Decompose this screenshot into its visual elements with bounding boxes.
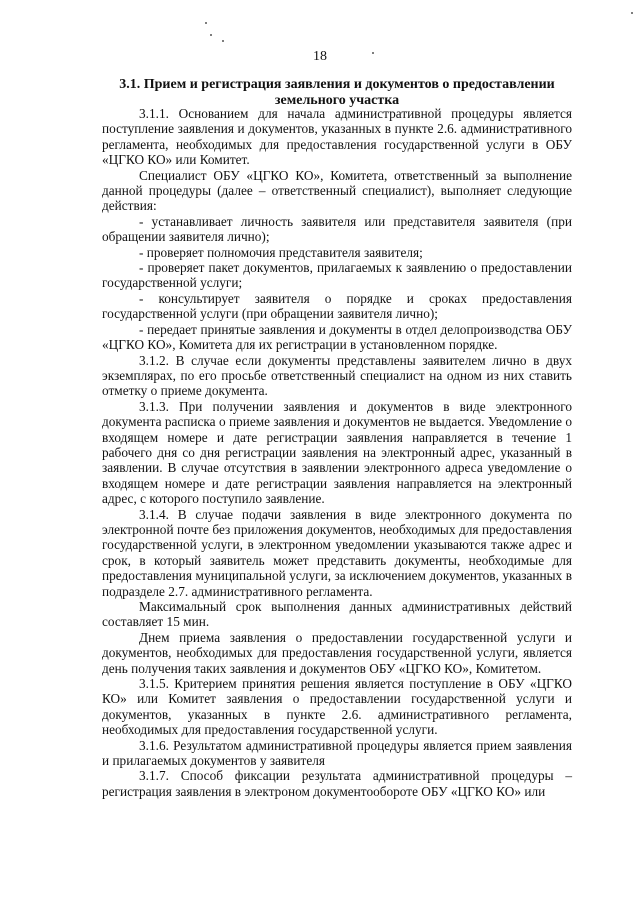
paragraph-3-1-7: 3.1.7. Способ фиксации результата административной процедуры – регистрация заявления в электроном документообороте ОБУ «ЦГКО КО» или — [102, 768, 572, 799]
paragraph-max-time: Максимальный срок выполнения данных административных действий составляет 15 мин. — [102, 599, 572, 630]
scan-speck — [205, 22, 207, 24]
paragraph-reception-day: Днем приема заявления о предоставлении государственной услуги и документов, необходимых для предоставления государственной услуги, является день получения таких заявления и документов ОБУ «ЦГКО КО», Комитетом. — [102, 629, 572, 676]
paragraph-3-1-5: 3.1.5. Критерием принятия решения является поступление в ОБУ «ЦГКО КО» или Комитет заявления о предоставлении государственной услуги и документов, указанных в пункте 2.6. административного регламента, необходимых для предоставления государственной услуги. — [102, 676, 572, 738]
scan-speck — [210, 34, 212, 36]
scan-speck — [222, 40, 224, 42]
list-item-identity: - устанавливает личность заявителя или представителя заявителя (при обращении заявителя лично); — [102, 213, 572, 245]
page-number: 18 — [313, 49, 327, 64]
body-text — [102, 106, 572, 799]
paragraph-3-1-2: 3.1.2. В случае если документы представлены заявителем лично в двух экземплярах, по его просьбе ответственный специалист на одном из них ставить отметку о приеме документа. — [102, 352, 572, 399]
scan-speck — [631, 12, 633, 14]
paragraph-3-1-3: 3.1.3. При получении заявления и документов в виде электронного документа расписка о приеме заявления и документов не выдается. Уведомление о входящем номере и дате регистрации заявления направляется в течение 1 рабочего дня со дня регистрации заявления на электронный адрес, указанный в заявлении. В случае отсутствия в заявлении электронного адреса уведомление о входящем номере и дате регистрации заявления направляется на электронный адрес, с которого поступило заявление. — [102, 398, 572, 507]
paragraph-3-1-1: 3.1.1. Основанием для начала административной процедуры является поступление заявления и документов, указанных в пункте 2.6. административного регламента, необходимых для предоставления государственной услуги в ОБУ «ЦГКО КО» или Комитет. — [102, 106, 572, 168]
section-title: 3.1. Прием и регистрация заявления и документов о предоставлении земельного участка — [119, 77, 555, 108]
paragraph-3-1-4: 3.1.4. В случае подачи заявления в виде электронного документа по электронной почте без приложения документов, необходимых для предоставления государственной услуги, в электронном уведомлении указываются также адрес и срок, в который заявитель может представить документы, необходимые для предоставления муниципальной услуги, за исключением документов, указанных в подразделе 2.7. административного регламента. — [102, 506, 572, 599]
paragraph-specialist: Специалист ОБУ «ЦГКО КО», Комитета, ответственный за выполнение данной процедуры (далее – ответственный специалист), выполняет следующие действия: — [102, 167, 572, 214]
list-item-authority: - проверяет полномочия представителя заявителя; — [139, 244, 423, 260]
paragraph-3-1-6: 3.1.6. Результатом административной процедуры является прием заявления и прилагаемых документов у заявителя — [102, 737, 572, 769]
list-item-consulting: - консультирует заявителя о порядке и сроках предоставления государственной услуги (при обращении заявителя лично); — [102, 290, 572, 322]
list-item-transfer: - передает принятые заявления и документы в отдел делопроизводства ОБУ «ЦГКО КО», Комитета для их регистрации в установленном порядке. — [102, 321, 572, 353]
list-item-documents-check: - проверяет пакет документов, прилагаемых к заявлению о предоставлении государственной услуги; — [102, 260, 572, 291]
